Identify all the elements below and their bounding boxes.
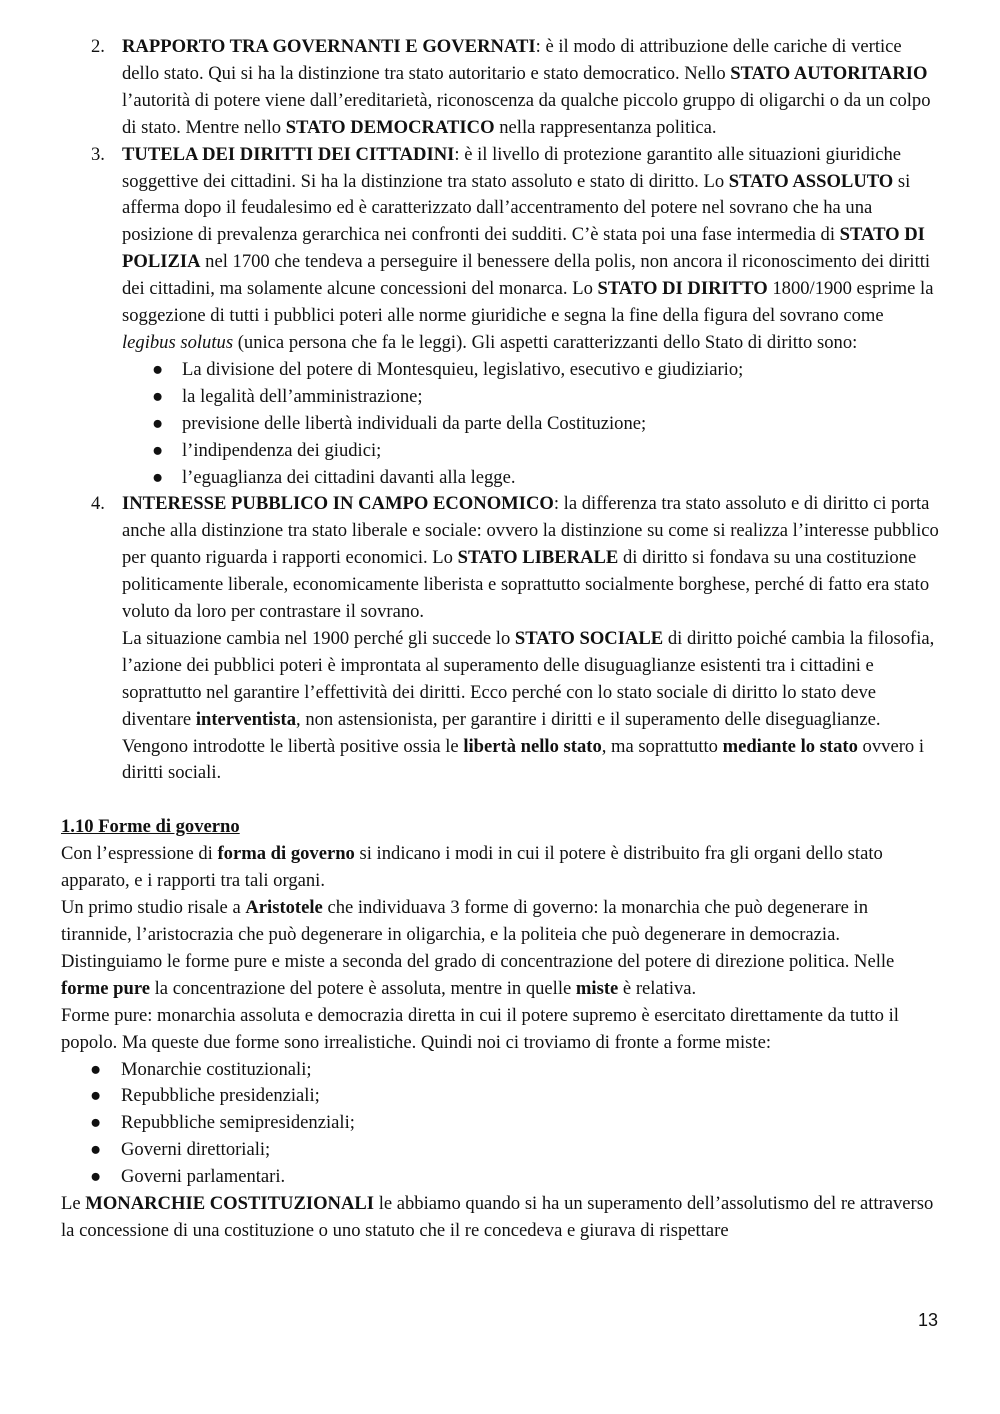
list-item: ● l’eguaglianza dei cittadini davanti alla legge. <box>122 465 941 492</box>
item-title: TUTELA DEI DIRITTI DEI CITTADINI <box>122 143 455 165</box>
document-page <box>61 34 941 1245</box>
list-item: ● previsione delle libertà individuali da parte della Costituzione; <box>122 411 941 438</box>
list-number: 4. <box>91 493 105 515</box>
list-item: ● La divisione del potere di Montesquieu, legislativo, esecutivo e giudiziario; <box>122 357 941 384</box>
bullet-list <box>61 1057 941 1192</box>
list-item-text: La situazione cambia nel 1900 perché gli succede lo STATO SOCIALE di diritto poiché cambia la filosofia, l’azione dei pubblici poteri è improntata al superamento delle disuguaglianze esistenti tra i cittadini e soprattutto nel garantire l’effettività dei diritti. Ecco perché con lo stato sociale di diritto lo stato deve diventare interventista, non astensionista, per garantire i diritti e il superamento delle diseguaglianze. Vengono introdotte le libertà positive ossia le libertà nello stato, ma soprattutto mediante lo stato ovvero i diritti sociali. <box>122 627 935 784</box>
item-title: RAPPORTO TRA GOVERNANTI E GOVERNATI <box>122 36 536 57</box>
bullet-icon: ● <box>152 412 164 434</box>
page-number: 13 <box>917 1310 938 1330</box>
list-item-text: INTERESSE PUBBLICO IN CAMPO ECONOMICO: la differenza tra stato assoluto e di diritto ci porta anche alla distinzione tra stato liberale e sociale: ovvero la distinzione su come si realizza l’interesse pubblico per quanto riguarda i rapporti economici. Lo STATO LIBERALE di diritto si fondava su una costituzione politicamente liberale, economicamente liberista e soprattutto socialmente borghese, perché di fatto era stato voluto da loro per contrastare il sovrano. <box>122 493 939 623</box>
list-item: ● l’indipendenza dei giudici; <box>122 438 941 465</box>
list-item-3 <box>61 142 941 492</box>
list-item-4 <box>61 491 941 787</box>
paragraph: Le MONARCHIE COSTITUZIONALI le abbiamo quando si ha un superamento dell’assolutismo del re attraverso la concessione di una costituzione o uno statuto che il re concedeva e giurava di rispettare <box>61 1193 934 1241</box>
list-item-text: TUTELA DEI DIRITTI DEI CITTADINI: è il livello di protezione garantito alle situazioni giuridiche soggettive dei cittadini. Si ha la distinzione tra stato assoluto e stato di diritto. Lo STATO ASSOLUTO si afferma dopo il feudalesimo ed è caratterizzato dall’accentramento del potere nel sovrano che ha una posizione di prevalenza gerarchica nei confronti dei sudditi. C’è stata poi una fase intermedia di STATO DI POLIZIA nel 1700 che tendeva a perseguire il benessere della polis, non ancora il riconoscimento dei diritti dei cittadini, ma solamente alcune concessioni del monarca. Lo STATO DI DIRITTO 1800/1900 esprime la soggezione di tutti i pubblici poteri alle norme giuridiche e segna la fine della figura del sovrano come legibus solutus (unica persona che fa le leggi). Gli aspetti caratterizzanti dello Stato di diritto sono: <box>122 143 934 353</box>
list-item: ● Monarchie costituzionali; <box>61 1057 941 1084</box>
list-number: 2. <box>91 36 105 57</box>
list-item: ● Governi direttoriali; <box>61 1137 941 1164</box>
list-item-text: RAPPORTO TRA GOVERNANTI E GOVERNATI: è il modo di attribuzione delle cariche di vertice dello stato. Qui si ha la distinzione tra stato autoritario e stato democratico. Nello STATO AUTORITARIO l’autorità di potere viene dall’ereditarietà, riconoscenza da qualche piccolo gruppo di oligarchi o da un colpo di stato. Mentre nello STATO DEMOCRATICO nella rappresentanza politica. <box>122 36 931 138</box>
numbered-list <box>61 34 941 787</box>
list-item: ● Repubbliche semipresidenziali; <box>61 1110 941 1137</box>
bullet-icon: ● <box>90 1139 102 1161</box>
bullet-icon: ● <box>152 439 164 461</box>
list-item: ● la legalità dell’amministrazione; <box>122 384 941 411</box>
list-item: ● Repubbliche presidenziali; <box>61 1083 941 1110</box>
bullet-icon: ● <box>90 1058 102 1080</box>
bullet-icon: ● <box>90 1166 102 1188</box>
paragraph: Un primo studio risale a Aristotele che individuava 3 forme di governo: la monarchia che può degenerare in tirannide, l’aristocrazia che può degenerare in oligarchia, e la politeia che può degenerare in democrazia. Distinguiamo le forme pure e miste a seconda del grado di concentrazione del potere di direzione politica. Nelle forme pure la concentrazione del potere è assoluta, mentre in quelle miste è relativa. <box>61 897 895 999</box>
bullet-icon: ● <box>152 358 164 380</box>
bullet-icon: ● <box>152 466 164 488</box>
item-title: INTERESSE PUBBLICO IN CAMPO ECONOMICO <box>122 493 554 515</box>
bullet-icon: ● <box>152 385 164 407</box>
paragraph: Forme pure: monarchia assoluta e democrazia diretta in cui il potere supremo è esercitato direttamente da tutto il popolo. Ma queste due forme sono irrealistiche. Quindi noi ci troviamo di fronte a forme miste: <box>61 1004 899 1053</box>
section-heading: 1.10 Forme di governo <box>61 816 240 838</box>
list-number: 3. <box>91 143 105 165</box>
bullet-icon: ● <box>90 1112 102 1134</box>
list-item: ● Governi parlamentari. <box>61 1164 941 1191</box>
bullet-list <box>122 357 941 492</box>
list-item-2 <box>61 34 941 142</box>
bullet-icon: ● <box>90 1085 102 1107</box>
paragraph: Con l’espressione di forma di governo si indicano i modi in cui il potere è distribuito fra gli organi dello stato apparato, e i rapporti tra tali organi. <box>61 843 883 892</box>
